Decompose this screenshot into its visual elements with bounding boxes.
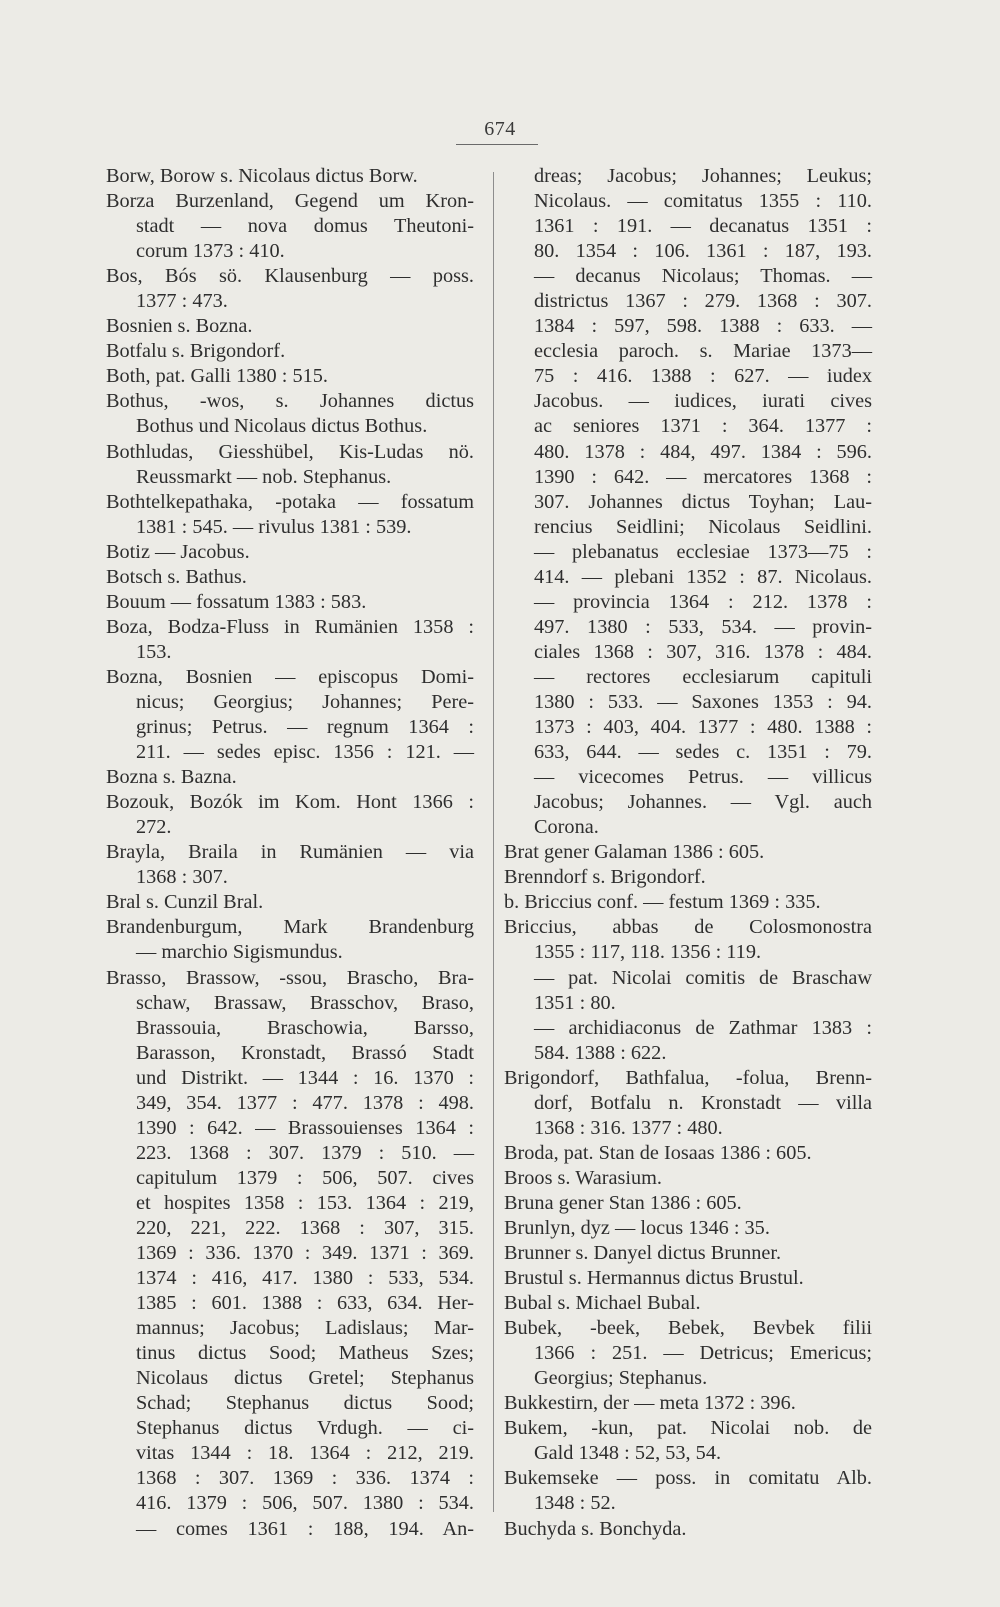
index-line: Nicolaus dictus Gretel; Stephanus bbox=[136, 1367, 474, 1390]
index-line: 416. 1379 : 506, 507. 1380 : 534. bbox=[136, 1492, 474, 1515]
left-column bbox=[106, 164, 474, 1542]
index-line: Stephanus dictus Vrdugh. — ci- bbox=[136, 1417, 474, 1440]
index-line: und Distrikt. — 1344 : 16. 1370 : bbox=[136, 1066, 474, 1089]
index-line: grinus; Petrus. — regnum 1364 : bbox=[136, 716, 474, 739]
index-line: 1368 : 316. 1377 : 480. bbox=[534, 1116, 723, 1139]
index-line: vitas 1344 : 18. 1364 : 212, 219. bbox=[136, 1442, 474, 1465]
index-line: corum 1373 : 410. bbox=[136, 240, 285, 263]
column-divider bbox=[493, 172, 494, 1512]
index-line: Buchyda s. Bonchyda. bbox=[504, 1517, 687, 1540]
index-line: 1390 : 642. — mercatores 1368 : bbox=[534, 465, 872, 488]
index-line: districtus 1367 : 279. 1368 : 307. bbox=[534, 290, 872, 313]
index-line: mannus; Jacobus; Ladislaus; Mar- bbox=[136, 1317, 474, 1340]
index-line: 1390 : 642. — Brassouienses 1364 : bbox=[136, 1116, 474, 1139]
index-line: 1380 : 533. — Saxones 1353 : 94. bbox=[534, 690, 872, 713]
index-line: Brassouia, Braschowia, Barsso, bbox=[136, 1016, 474, 1039]
index-line: 223. 1368 : 307. 1379 : 510. — bbox=[136, 1141, 474, 1164]
index-line: Botfalu s. Brigondorf. bbox=[106, 340, 286, 363]
index-line: Reussmarkt — nob. Stephanus. bbox=[136, 465, 392, 488]
index-line: 1373 : 403, 404. 1377 : 480. 1388 : bbox=[534, 716, 872, 739]
index-line: 153. bbox=[136, 640, 172, 663]
index-line: 211. — sedes episc. 1356 : 121. — bbox=[136, 741, 474, 764]
index-line: Brandenburgum, Mark Brandenburg bbox=[106, 916, 474, 939]
index-line: Gald 1348 : 52, 53, 54. bbox=[534, 1442, 722, 1465]
index-line: Brunlyn, dyz — locus 1346 : 35. bbox=[504, 1216, 770, 1239]
index-line: Brenndorf s. Brigondorf. bbox=[504, 866, 706, 889]
index-line: Broos s. Warasium. bbox=[504, 1166, 662, 1189]
index-line: Bothus und Nicolaus dictus Bothus. bbox=[136, 415, 428, 438]
index-line: Bozna, Bosnien — episcopus Domi- bbox=[106, 665, 474, 688]
index-line: Barasson, Kronstadt, Brassó Stadt bbox=[136, 1041, 474, 1064]
index-line: rencius Seidlini; Nicolaus Seidlini. bbox=[534, 515, 872, 538]
page-number: 674 bbox=[484, 118, 516, 140]
index-line: nicus; Georgius; Johannes; Pere- bbox=[136, 690, 474, 713]
index-line: Bos, Bós sö. Klausenburg — poss. bbox=[106, 265, 474, 288]
index-line: Brat gener Galaman 1386 : 605. bbox=[504, 841, 765, 864]
index-line: 1348 : 52. bbox=[534, 1492, 616, 1515]
index-line: Bukkestirn, der — meta 1372 : 396. bbox=[504, 1392, 796, 1415]
index-line: Botiz — Jacobus. bbox=[106, 540, 250, 563]
index-line: 307. Johannes dictus Toyhan; Lau- bbox=[534, 490, 872, 513]
index-line: 1369 : 336. 1370 : 349. 1371 : 369. bbox=[136, 1242, 474, 1265]
index-line: Bozouk, Bozók im Kom. Hont 1366 : bbox=[106, 791, 474, 814]
index-line: Bubek, -beek, Bebek, Bevbek filii bbox=[504, 1317, 872, 1340]
index-line: 272. bbox=[136, 816, 172, 839]
index-line: Brustul s. Hermannus dictus Brustul. bbox=[504, 1267, 804, 1290]
index-line: Bukemseke — poss. in comitatu Alb. bbox=[504, 1467, 872, 1490]
index-line: Bosnien s. Bozna. bbox=[106, 315, 253, 338]
index-line: 1377 : 473. bbox=[136, 290, 228, 313]
index-line: Bukem, -kun, pat. Nicolai nob. de bbox=[504, 1417, 872, 1440]
index-line: 584. 1388 : 622. bbox=[534, 1041, 667, 1064]
index-line: Bothtelkepathaka, -potaka — fossatum bbox=[106, 490, 474, 513]
index-line: Bubal s. Michael Bubal. bbox=[504, 1292, 701, 1315]
index-line: 1385 : 601. 1388 : 633, 634. Her- bbox=[136, 1292, 474, 1315]
index-line: 1384 : 597, 598. 1388 : 633. — bbox=[534, 315, 872, 338]
index-line: 1368 : 307. 1369 : 336. 1374 : bbox=[136, 1467, 474, 1490]
index-line: 497. 1380 : 533, 534. — provin- bbox=[534, 615, 872, 638]
index-line: et hospites 1358 : 153. 1364 : 219, bbox=[136, 1191, 474, 1214]
index-line: Bouum — fossatum 1383 : 583. bbox=[106, 590, 367, 613]
index-line: Both, pat. Galli 1380 : 515. bbox=[106, 365, 328, 388]
index-line: 480. 1378 : 484, 497. 1384 : 596. bbox=[534, 440, 872, 463]
index-line: — marchio Sigismundus. bbox=[136, 941, 343, 964]
index-line: Bruna gener Stan 1386 : 605. bbox=[504, 1191, 742, 1214]
index-line: 1374 : 416, 417. 1380 : 533, 534. bbox=[136, 1267, 474, 1290]
index-line: — provincia 1364 : 212. 1378 : bbox=[534, 590, 872, 613]
index-line: Jacobus. — iudices, iurati cives bbox=[534, 390, 872, 413]
index-line: — vicecomes Petrus. — villicus bbox=[534, 766, 872, 789]
index-line: — plebanatus ecclesiae 1373—75 : bbox=[534, 540, 872, 563]
index-line: Boza, Bodza-Fluss in Rumänien 1358 : bbox=[106, 615, 474, 638]
index-line: schaw, Brassaw, Brasschov, Braso, bbox=[136, 991, 474, 1014]
index-line: Botsch s. Bathus. bbox=[106, 565, 247, 588]
index-line: 1361 : 191. — decanatus 1351 : bbox=[534, 215, 872, 238]
index-line: 1351 : 80. bbox=[534, 991, 616, 1014]
index-line: Nicolaus. — comitatus 1355 : 110. bbox=[534, 190, 872, 213]
index-line: Broda, pat. Stan de Iosaas 1386 : 605. bbox=[504, 1141, 812, 1164]
index-line: — archidiaconus de Zathmar 1383 : bbox=[534, 1016, 872, 1039]
index-line: dreas; Jacobus; Johannes; Leukus; bbox=[534, 165, 872, 187]
index-line: — rectores ecclesiarum capituli bbox=[534, 665, 872, 688]
index-line: tinus dictus Sood; Matheus Szes; bbox=[136, 1342, 474, 1365]
page-number-rule bbox=[456, 144, 538, 145]
index-line: Georgius; Stephanus. bbox=[534, 1367, 708, 1390]
index-line: 1355 : 117, 118. 1356 : 119. bbox=[534, 941, 762, 964]
index-line: 80. 1354 : 106. 1361 : 187, 193. bbox=[534, 240, 872, 263]
index-line: Brayla, Braila in Rumänien — via bbox=[106, 841, 474, 864]
index-line: 633, 644. — sedes c. 1351 : 79. bbox=[534, 741, 872, 764]
index-line: 414. — plebani 1352 : 87. Nicolaus. bbox=[534, 565, 872, 588]
index-line: Bothludas, Giesshübel, Kis-Ludas nö. bbox=[106, 440, 474, 463]
index-line: — decanus Nicolaus; Thomas. — bbox=[534, 265, 872, 288]
index-line: 75 : 416. 1388 : 627. — iudex bbox=[534, 365, 872, 388]
index-line: Borw, Borow s. Nicolaus dictus Borw. bbox=[106, 165, 418, 187]
index-line: Bral s. Cunzil Bral. bbox=[106, 891, 264, 914]
index-line: ciales 1368 : 307, 316. 1378 : 484. bbox=[534, 640, 872, 663]
index-line: 349, 354. 1377 : 477. 1378 : 498. bbox=[136, 1091, 474, 1114]
index-line: b. Briccius conf. — festum 1369 : 335. bbox=[504, 891, 821, 914]
index-line: — comes 1361 : 188, 194. An- bbox=[136, 1517, 474, 1540]
index-line: 220, 221, 222. 1368 : 307, 315. bbox=[136, 1216, 474, 1239]
index-line: stadt — nova domus Theutoni- bbox=[136, 215, 474, 238]
index-line: 1381 : 545. — rivulus 1381 : 539. bbox=[136, 515, 412, 538]
index-line: Bothus, -wos, s. Johannes dictus bbox=[106, 390, 474, 413]
index-line: Brunner s. Danyel dictus Brunner. bbox=[504, 1242, 782, 1265]
index-line: 1366 : 251. — Detricus; Emericus; bbox=[534, 1342, 872, 1365]
right-column bbox=[504, 164, 872, 1542]
index-line: Jacobus; Johannes. — Vgl. auch bbox=[534, 791, 872, 814]
index-line: Corona. bbox=[534, 816, 599, 839]
index-line: dorf, Botfalu n. Kronstadt — villa bbox=[534, 1091, 872, 1114]
index-line: Brasso, Brassow, -ssou, Brascho, Bra- bbox=[106, 966, 474, 989]
index-line: Briccius, abbas de Colosmonostra bbox=[504, 916, 872, 939]
index-line: capitulum 1379 : 506, 507. cives bbox=[136, 1166, 474, 1189]
index-line: ac seniores 1371 : 364. 1377 : bbox=[534, 415, 872, 438]
index-line: Bozna s. Bazna. bbox=[106, 766, 237, 789]
index-line: ecclesia paroch. s. Mariae 1373— bbox=[534, 340, 872, 363]
index-line: Brigondorf, Bathfalua, -folua, Brenn- bbox=[504, 1066, 872, 1089]
index-line: — pat. Nicolai comitis de Braschaw bbox=[534, 966, 872, 989]
index-line: Schad; Stephanus dictus Sood; bbox=[136, 1392, 474, 1415]
index-line: 1368 : 307. bbox=[136, 866, 228, 889]
index-line: Borza Burzenland, Gegend um Kron- bbox=[106, 190, 474, 213]
